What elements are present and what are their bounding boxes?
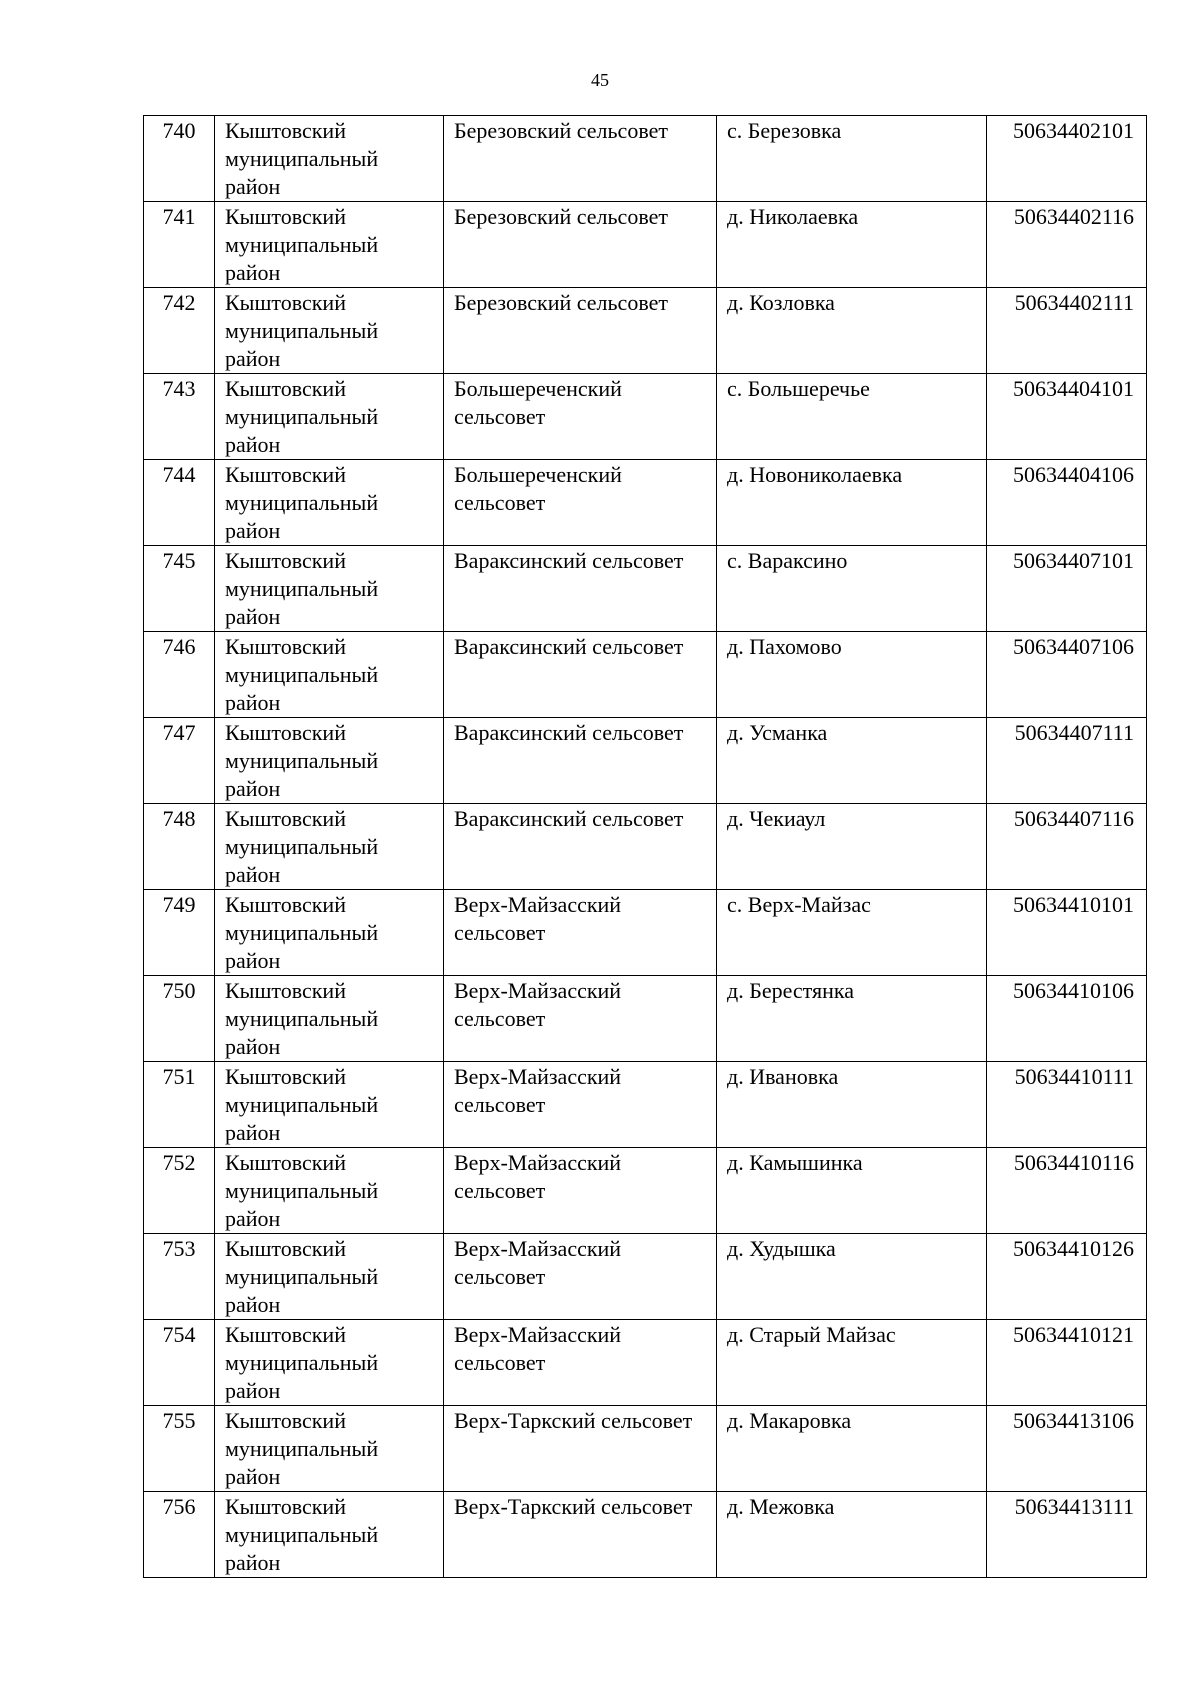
row-number-cell: 753 bbox=[144, 1234, 215, 1320]
row-number-cell: 747 bbox=[144, 718, 215, 804]
table-row bbox=[144, 718, 1147, 804]
row-number-cell: 746 bbox=[144, 632, 215, 718]
table-row bbox=[144, 632, 1147, 718]
table-row bbox=[144, 1062, 1147, 1148]
row-number-cell: 755 bbox=[144, 1406, 215, 1492]
locality-cell: с. Вараксино bbox=[717, 546, 987, 632]
council-cell: Верх-Таркский сельсовет bbox=[444, 1492, 717, 1578]
oktmo-code-cell: 50634413106 bbox=[987, 1406, 1147, 1492]
row-number-cell: 749 bbox=[144, 890, 215, 976]
district-cell: Кыштовский муниципальный район bbox=[215, 460, 444, 546]
row-number-cell: 745 bbox=[144, 546, 215, 632]
oktmo-code-cell: 50634402116 bbox=[987, 202, 1147, 288]
district-cell: Кыштовский муниципальный район bbox=[215, 976, 444, 1062]
oktmo-code-cell: 50634410126 bbox=[987, 1234, 1147, 1320]
oktmo-code-cell: 50634410121 bbox=[987, 1320, 1147, 1406]
council-cell: Верх-Таркский сельсовет bbox=[444, 1406, 717, 1492]
locality-cell: д. Николаевка bbox=[717, 202, 987, 288]
row-number-cell: 743 bbox=[144, 374, 215, 460]
council-cell: Вараксинский сельсовет bbox=[444, 632, 717, 718]
council-cell: Верх-Майзасский сельсовет bbox=[444, 1062, 717, 1148]
council-cell: Верх-Майзасский сельсовет bbox=[444, 1148, 717, 1234]
table-row bbox=[144, 1492, 1147, 1578]
district-cell: Кыштовский муниципальный район bbox=[215, 718, 444, 804]
locality-cell: с. Большеречье bbox=[717, 374, 987, 460]
locality-cell: д. Макаровка bbox=[717, 1406, 987, 1492]
row-number-cell: 741 bbox=[144, 202, 215, 288]
table-row bbox=[144, 890, 1147, 976]
locality-cell: д. Новониколаевка bbox=[717, 460, 987, 546]
council-cell: Большереченский сельсовет bbox=[444, 374, 717, 460]
oktmo-code-cell: 50634410101 bbox=[987, 890, 1147, 976]
council-cell: Верх-Майзасский сельсовет bbox=[444, 890, 717, 976]
table-row bbox=[144, 1148, 1147, 1234]
council-cell: Вараксинский сельсовет bbox=[444, 718, 717, 804]
district-cell: Кыштовский муниципальный район bbox=[215, 202, 444, 288]
table-row bbox=[144, 116, 1147, 202]
oktmo-code-cell: 50634410116 bbox=[987, 1148, 1147, 1234]
locality-cell: с. Березовка bbox=[717, 116, 987, 202]
district-cell: Кыштовский муниципальный район bbox=[215, 1062, 444, 1148]
table-row bbox=[144, 374, 1147, 460]
oktmo-code-cell: 50634407111 bbox=[987, 718, 1147, 804]
table-row bbox=[144, 202, 1147, 288]
table-row bbox=[144, 460, 1147, 546]
table-row bbox=[144, 1406, 1147, 1492]
oktmo-code-cell: 50634404106 bbox=[987, 460, 1147, 546]
oktmo-code-cell: 50634407116 bbox=[987, 804, 1147, 890]
locality-cell: д. Худышка bbox=[717, 1234, 987, 1320]
district-cell: Кыштовский муниципальный район bbox=[215, 1406, 444, 1492]
locality-cell: д. Старый Майзас bbox=[717, 1320, 987, 1406]
council-cell: Большереченский сельсовет bbox=[444, 460, 717, 546]
locality-cell: д. Козловка bbox=[717, 288, 987, 374]
page-number: 45 bbox=[591, 70, 609, 90]
locality-cell: д. Камышинка bbox=[717, 1148, 987, 1234]
oktmo-code-cell: 50634402101 bbox=[987, 116, 1147, 202]
district-cell: Кыштовский муниципальный район bbox=[215, 804, 444, 890]
district-cell: Кыштовский муниципальный район bbox=[215, 546, 444, 632]
council-cell: Березовский сельсовет bbox=[444, 202, 717, 288]
oktmo-code-cell: 50634404101 bbox=[987, 374, 1147, 460]
table-row bbox=[144, 976, 1147, 1062]
locality-cell: д. Усманка bbox=[717, 718, 987, 804]
row-number-cell: 756 bbox=[144, 1492, 215, 1578]
row-number-cell: 750 bbox=[144, 976, 215, 1062]
district-cell: Кыштовский муниципальный район bbox=[215, 374, 444, 460]
locality-cell: д. Берестянка bbox=[717, 976, 987, 1062]
council-cell: Вараксинский сельсовет bbox=[444, 804, 717, 890]
district-cell: Кыштовский муниципальный район bbox=[215, 1492, 444, 1578]
district-cell: Кыштовский муниципальный район bbox=[215, 632, 444, 718]
row-number-cell: 754 bbox=[144, 1320, 215, 1406]
table-row bbox=[144, 1320, 1147, 1406]
district-cell: Кыштовский муниципальный район bbox=[215, 116, 444, 202]
table-row bbox=[144, 546, 1147, 632]
district-cell: Кыштовский муниципальный район bbox=[215, 1320, 444, 1406]
registry-table bbox=[143, 115, 1147, 1578]
row-number-cell: 744 bbox=[144, 460, 215, 546]
council-cell: Березовский сельсовет bbox=[444, 288, 717, 374]
row-number-cell: 748 bbox=[144, 804, 215, 890]
council-cell: Верх-Майзасский сельсовет bbox=[444, 1320, 717, 1406]
council-cell: Верх-Майзасский сельсовет bbox=[444, 1234, 717, 1320]
council-cell: Березовский сельсовет bbox=[444, 116, 717, 202]
district-cell: Кыштовский муниципальный район bbox=[215, 288, 444, 374]
row-number-cell: 752 bbox=[144, 1148, 215, 1234]
locality-cell: д. Ивановка bbox=[717, 1062, 987, 1148]
council-cell: Верх-Майзасский сельсовет bbox=[444, 976, 717, 1062]
district-cell: Кыштовский муниципальный район bbox=[215, 1148, 444, 1234]
registry-table-body bbox=[144, 116, 1147, 1578]
oktmo-code-cell: 50634410106 bbox=[987, 976, 1147, 1062]
locality-cell: д. Пахомово bbox=[717, 632, 987, 718]
locality-cell: с. Верх-Майзас bbox=[717, 890, 987, 976]
table-row bbox=[144, 288, 1147, 374]
locality-cell: д. Межовка bbox=[717, 1492, 987, 1578]
oktmo-code-cell: 50634407101 bbox=[987, 546, 1147, 632]
locality-cell: д. Чекиаул bbox=[717, 804, 987, 890]
table-row bbox=[144, 804, 1147, 890]
oktmo-code-cell: 50634410111 bbox=[987, 1062, 1147, 1148]
oktmo-code-cell: 50634402111 bbox=[987, 288, 1147, 374]
row-number-cell: 742 bbox=[144, 288, 215, 374]
oktmo-code-cell: 50634407106 bbox=[987, 632, 1147, 718]
row-number-cell: 751 bbox=[144, 1062, 215, 1148]
oktmo-code-cell: 50634413111 bbox=[987, 1492, 1147, 1578]
district-cell: Кыштовский муниципальный район bbox=[215, 890, 444, 976]
table-row bbox=[144, 1234, 1147, 1320]
row-number-cell: 740 bbox=[144, 116, 215, 202]
council-cell: Вараксинский сельсовет bbox=[444, 546, 717, 632]
district-cell: Кыштовский муниципальный район bbox=[215, 1234, 444, 1320]
